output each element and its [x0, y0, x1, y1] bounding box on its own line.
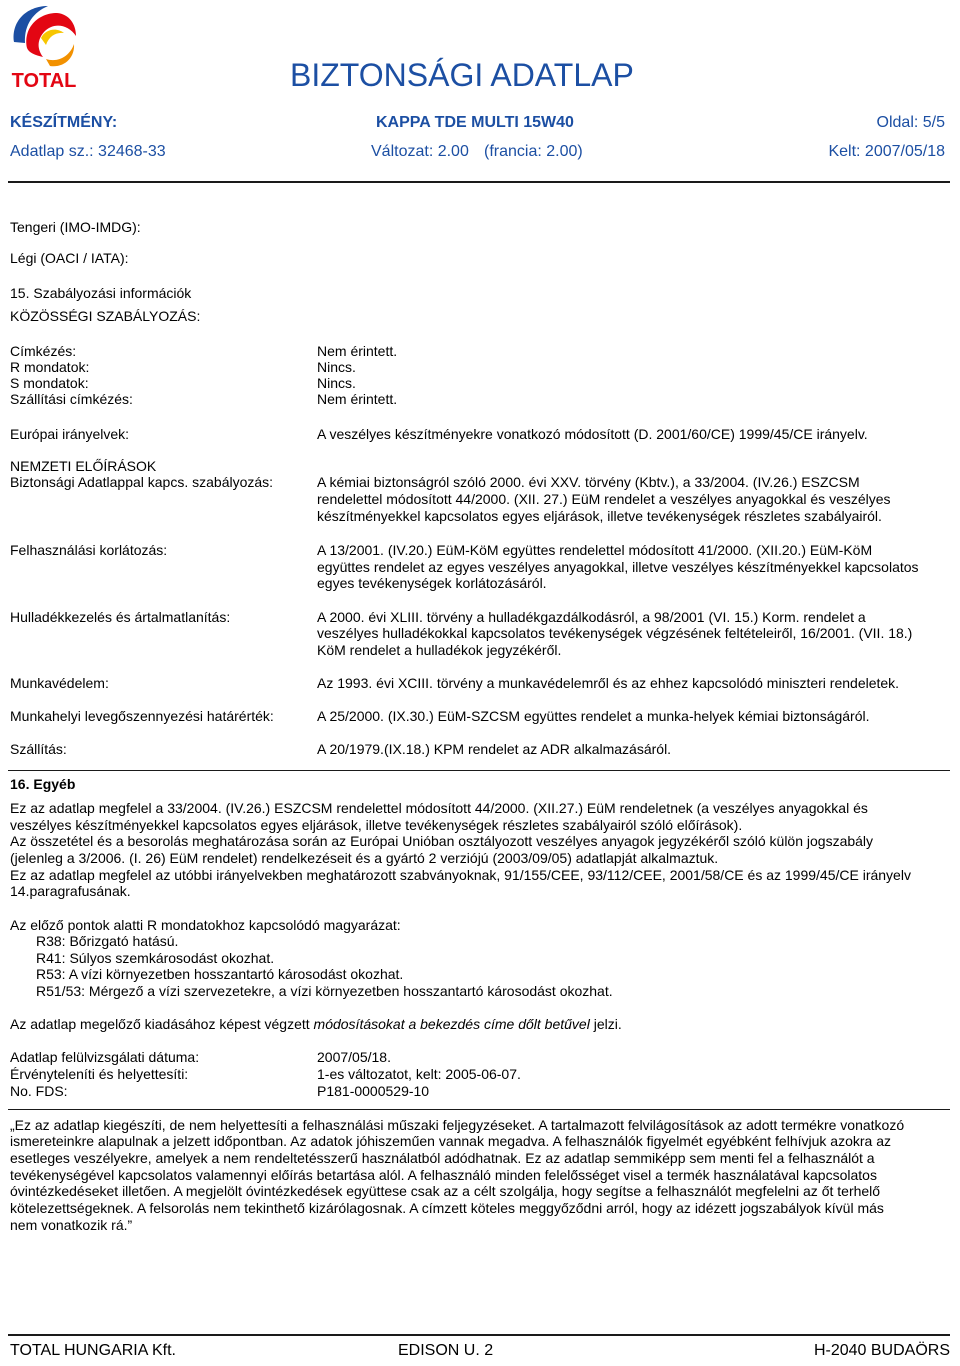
version-french: (francia: 2.00): [484, 143, 583, 160]
supersedes-label: Érvényteleníti és helyettesíti:: [10, 1066, 189, 1082]
transport-labeling-label: Szállítási címkézés:: [10, 391, 133, 407]
fds-number-value: P181-0000529-10: [317, 1083, 430, 1099]
revision-note-end: jelzi.: [589, 1016, 622, 1032]
use-restriction-line: A 13/2001. (IV.20.) EüM-KöM együttes rendelettel módosított 41/2000. (XII.20.) EüM-KöM: [317, 542, 873, 558]
compliance-line: 14.paragrafusának.: [10, 883, 131, 899]
sds-regulation-line: rendelettel módosított 44/2000. (XII. 27.) EüM rendelet a veszélyes anyagokkal és veszélyes: [317, 491, 891, 507]
footer-street: EDISON U. 2: [398, 1342, 494, 1359]
disclaimer-line: ismereteinkre alapulnak a jelzett időpontban. Az adatok jóhiszeműen vannak megadva. A felhasználók figyelmét egyébként felhívjuk azokra az: [10, 1133, 891, 1149]
waste-label: Hulladékkezelés és ártalmatlanítás:: [10, 609, 231, 625]
eu-directives-value: A veszélyes készítményekre vonatkozó módosított (D. 2001/60/CE) 1999/45/CE irányelv.: [317, 426, 868, 442]
disclaimer-line: esetleges veszélyekre, amelyek a nem rendeltetésszerű használatból adódhatnak. Ez az adatlap semmiképp sem menti fel a felhasználót a: [10, 1150, 875, 1166]
labor-protection-label: Munkavédelem:: [10, 675, 109, 691]
waste-line: veszélyes hulladékokkal kapcsolatos tevékenységek végzésének feltételeiről, 16/2001. (VII. 18.): [317, 625, 913, 641]
document-title: BIZTONSÁGI ADATLAP: [290, 57, 634, 93]
revision-note-text: Az adatlap megelőző kiadásához képest végzett: [10, 1016, 314, 1032]
r-explanation-item: R53: A vízi környezetben hosszantartó károsodást okozhat.: [36, 966, 404, 982]
eu-directives-label: Európai irányelvek:: [10, 426, 130, 442]
footer-company: TOTAL HUNGARIA Kft.: [10, 1342, 176, 1359]
header-divider: [8, 181, 950, 183]
sds-regulation-line: A kémiai biztonságról szóló 2000. évi XXV. törvény (Kbtv.), a 33/2004. (IV.26.) ESZCSM: [317, 474, 860, 490]
transport-regulation-value: A 20/1979.(IX.18.) KPM rendelet az ADR alkalmazásáról.: [317, 741, 672, 757]
sheet-number: Adatlap sz.: 32468-33: [10, 143, 166, 160]
compliance-line: Az összetétel és a besorolás meghatározása során az Európai Unióban osztályozott veszélyes anyagok jegyzékéről szóló külön jogszabály: [10, 833, 874, 849]
disclaimer-line: nem vonatkozik rá.”: [10, 1217, 133, 1233]
air-limit-value: A 25/2000. (IX.30.) EüM-SZCSM együttes rendelet a munka-helyek kémiai biztonságáról.: [317, 708, 870, 724]
compliance-line: (jelenleg a 3/2006. (I. 26) EüM rendelet) rendelkezéseit és a gyártó 2 verziójú (2003/09/05) adatlapját alkalmaztuk.: [10, 850, 719, 866]
footer-divider: [8, 1334, 950, 1336]
transport-labeling-value: Nem érintett.: [317, 391, 398, 407]
compliance-line: Ez az adatlap megfelel az utóbbi irányelvekben meghatározott szabványoknak, 91/155/CEE, 93/112/CEE, 2001/58/CE és az 1999/45/CE irányelv: [10, 867, 911, 883]
labor-protection-value: Az 1993. évi XCIII. törvény a munkavédelemről és az ehhez kapcsolódó miniszteri rendeletek.: [317, 675, 900, 691]
disclaimer-line: „Ez az adatlap kiegészíti, de nem helyettesíti a felhasználási műszaki feljegyzéseket. A tartalmazott felvilágosítások az adott termékre vonatkozó: [10, 1117, 905, 1133]
air-limit-label: Munkahelyi levegőszennyezési határérték:: [10, 708, 274, 724]
disclaimer-line: tevékenységével kapcsolatos valamennyi előírás betartása alól. A felhasználó minden felelősséget visel a termék használatával kapcsolatos: [10, 1167, 877, 1183]
national-regulations-heading: NEMZETI ELŐÍRÁSOK: [10, 458, 157, 474]
section-16-heading: 16. Egyéb: [10, 776, 76, 792]
use-restriction-line: egyes tevékenységek korlátozásáról.: [317, 575, 547, 591]
supersedes-value: 1-es változatot, kelt: 2005-06-07.: [317, 1066, 521, 1082]
revision-date-value: 2007/05/18.: [317, 1049, 391, 1065]
disclaimer-line: kötelezettségeknek. A felsorolás nem tekinthető kizárólagosnak. A címzett köteles meggyőződni arról, hogy az idézett jogszabályok kívül más: [10, 1200, 884, 1216]
r-phrases-value: Nincs.: [317, 359, 356, 375]
sea-transport-label: Tengeri (IMO-IMDG):: [10, 219, 141, 235]
use-restriction-line: együttes rendelet az egyes veszélyes anyagokkal, illetve veszélyes készítményekkel kapcsolatos: [317, 559, 919, 575]
r-explanation-item: R41: Súlyos szemkárosodást okozhat.: [36, 950, 275, 966]
product-name: KAPPA TDE MULTI 15W40: [376, 114, 574, 131]
s-phrases-label: S mondatok:: [10, 375, 89, 391]
waste-line: KöM rendelet a hulladékok jegyzékéről.: [317, 642, 562, 658]
revision-note-italic: módosításokat a bekezdés címe dőlt betűvel: [313, 1016, 590, 1032]
sds-regulation-line: készítményekkel kapcsolatos egyes eljárások, illetve tevékenységek részletes szabályairól.: [317, 508, 882, 524]
logo-yellow-swoosh: [41, 30, 64, 45]
logo-orange-swoosh: [46, 44, 74, 66]
r-explanation-item: R38: Bőrizgató hatású.: [36, 933, 179, 949]
issue-date: Kelt: 2007/05/18: [828, 143, 945, 160]
labeling-label: Címkézés:: [10, 343, 77, 359]
disclaimer-divider: [8, 1109, 950, 1110]
labeling-value: Nem érintett.: [317, 343, 398, 359]
compliance-line: Ez az adatlap megfelel a 33/2004. (IV.26.) ESZCSM rendelettel módosított 44/2000. (XII.27.) EüM rendeletnek (a veszélyes anyagokkal és: [10, 800, 868, 816]
community-regulation-heading: KÖZÖSSÉGI SZABÁLYOZÁS:: [10, 308, 201, 324]
r-phrases-label: R mondatok:: [10, 359, 90, 375]
use-restriction-label: Felhasználási korlátozás:: [10, 542, 168, 558]
revision-note: [10, 1016, 622, 1033]
total-logo-icon: [6, 2, 82, 92]
version: Változat: 2.00: [371, 143, 469, 160]
logo-wordmark: TOTAL: [11, 70, 77, 92]
section-16-divider: [8, 770, 950, 771]
waste-line: A 2000. évi XLIII. törvény a hulladékgazdálkodásról, a 98/2001 (VI. 15.) Korm. rendelet a: [317, 609, 866, 625]
page-indicator: Oldal: 5/5: [876, 114, 945, 131]
disclaimer-line: óvintézkedéseket illetően. A megjelölt óvintézkedések együttese csak az a célt szolgálja, hogy segítse a felhasználót megfelelni az őt terhelő: [10, 1183, 881, 1199]
section-15-heading: 15. Szabályozási információk: [10, 285, 192, 301]
r-explanation-heading: Az előző pontok alatti R mondatokhoz kapcsolódó magyarázat:: [10, 917, 401, 933]
air-transport-label: Légi (OACI / IATA):: [10, 250, 129, 266]
product-label: KÉSZÍTMÉNY:: [10, 114, 118, 131]
sds-regulation-label: Biztonsági Adatlappal kapcs. szabályozás:: [10, 474, 274, 490]
fds-number-label: No. FDS:: [10, 1083, 68, 1099]
s-phrases-value: Nincs.: [317, 375, 356, 391]
compliance-line: veszélyes készítményekkel kapcsolatos egyes eljárások, illetve tevékenységek részletes szabályairól szóló előírások).: [10, 817, 743, 833]
footer-city: H-2040 BUDAÖRS: [813, 1342, 950, 1359]
r-explanation-item: R51/53: Mérgező a vízi szervezetekre, a vízi környezetben hosszantartó károsodást okozhat.: [36, 983, 613, 999]
transport-regulation-label: Szállítás:: [10, 741, 67, 757]
revision-date-label: Adatlap felülvizsgálati dátuma:: [10, 1049, 200, 1065]
